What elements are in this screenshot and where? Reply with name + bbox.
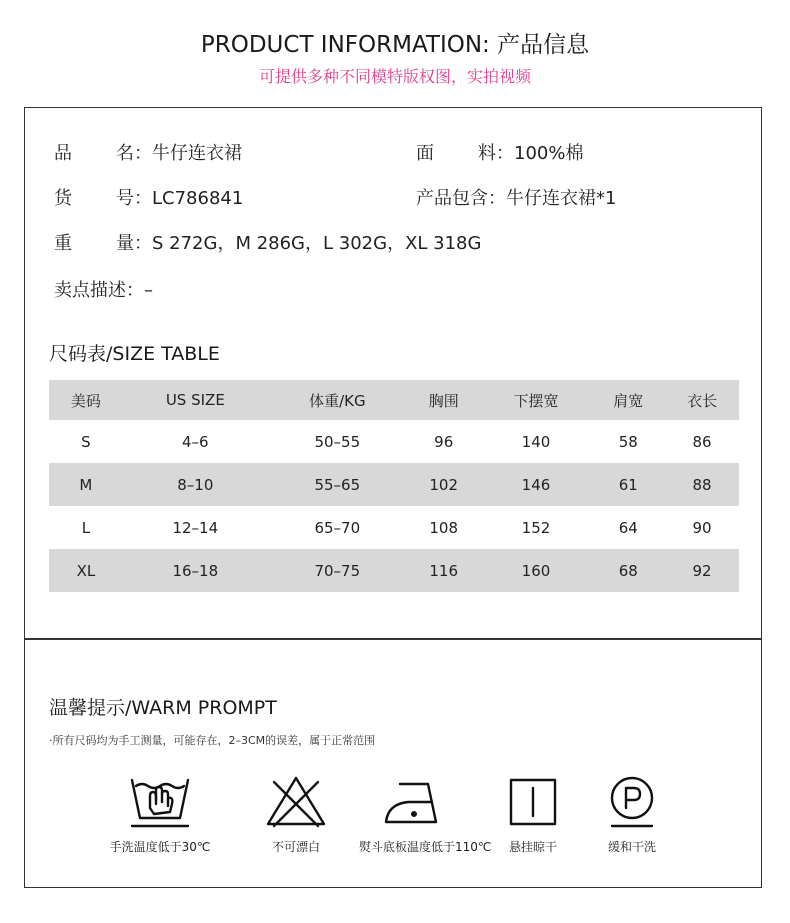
- info-weight-label-b: 量：: [116, 233, 152, 254]
- info-weight-value: S 272G，M 286G，L 302G，XL 318G: [152, 233, 482, 254]
- no-bleach-icon: [264, 774, 328, 830]
- info-sku-label-a: 货: [54, 188, 72, 209]
- info-name-label-a: 品: [54, 143, 72, 164]
- info-sku-value: LC786841: [152, 188, 244, 209]
- size-table-header-row: [49, 380, 739, 420]
- table-cell: 160: [481, 549, 592, 592]
- table-cell: 58: [618, 432, 638, 451]
- size-table-header: 体重/KG: [268, 380, 407, 420]
- table-cell: M: [49, 463, 123, 506]
- page-title: PRODUCT INFORMATION: 产品信息: [200, 32, 590, 58]
- size-table-header: 美码: [49, 380, 123, 420]
- table-cell: 152: [521, 518, 551, 537]
- table-cell: 88: [665, 463, 739, 506]
- table-cell: 61: [591, 463, 665, 506]
- table-cell: 64: [618, 518, 638, 537]
- size-table-header: 衣长: [665, 380, 739, 420]
- table-cell: 96: [434, 432, 454, 451]
- table-cell: 50–55: [314, 432, 361, 451]
- info-weight-label-a: 重: [54, 233, 72, 254]
- table-cell: 86: [692, 432, 712, 451]
- care-label: 缓和干洗: [607, 840, 656, 854]
- care-label: 不可漂白: [271, 840, 320, 854]
- warm-prompt-note: ·所有尺码均为手工测量，可能存在，2–3CM的误差，属于正常范围: [49, 734, 376, 747]
- info-material-label-b: 料：: [478, 143, 514, 164]
- table-cell: 16–18: [123, 549, 268, 592]
- warm-prompt-title: 温馨提示/WARM PROMPT: [49, 697, 277, 719]
- info-material-value: 100%棉: [514, 143, 584, 164]
- page-subtitle: 可提供多种不同模特版权图，实拍视频: [258, 67, 531, 86]
- table-cell: 55–65: [268, 463, 407, 506]
- table-row: [49, 506, 739, 549]
- info-sku-row: [54, 184, 243, 210]
- table-cell: 102: [407, 463, 481, 506]
- size-table-header: 胸围: [407, 380, 481, 420]
- info-sku-label-b: 号：: [116, 188, 152, 209]
- iron-icon: [382, 774, 446, 830]
- table-cell: 92: [665, 549, 739, 592]
- care-label: 悬挂晾干: [508, 840, 557, 854]
- table-cell: S: [81, 432, 91, 451]
- table-cell: 140: [521, 432, 551, 451]
- table-cell: 4–6: [182, 432, 209, 451]
- care-item-dry-clean: [577, 774, 687, 855]
- info-includes-value: 牛仔连衣裙*1: [506, 188, 617, 209]
- table-cell: 12–14: [172, 518, 219, 537]
- hang-dry-icon: [501, 774, 565, 830]
- size-table-header: US SIZE: [123, 380, 268, 420]
- care-label: 手洗温度低于30℃: [109, 840, 211, 854]
- size-table: [49, 380, 739, 592]
- info-selling-row: [54, 276, 153, 302]
- info-material-row: [416, 139, 583, 165]
- info-weight-row: [54, 229, 481, 255]
- info-selling-value: –: [144, 280, 153, 301]
- size-table-title: 尺码表/SIZE TABLE: [49, 343, 220, 365]
- info-material-label-a: 面: [416, 143, 434, 164]
- info-name-label-b: 名：: [116, 143, 152, 164]
- table-cell: XL: [49, 549, 123, 592]
- care-item-hang-dry: [478, 774, 588, 855]
- info-name-row: [54, 139, 242, 165]
- care-label: 熨斗底板温度低于110℃: [359, 840, 492, 854]
- care-item-iron: [359, 774, 492, 855]
- care-item-no-bleach: [241, 774, 351, 855]
- hand-wash-icon: [128, 774, 192, 830]
- table-cell: L: [81, 518, 91, 537]
- info-name-value: 牛仔连衣裙: [152, 143, 242, 164]
- table-cell: 90: [692, 518, 712, 537]
- info-includes-label: 产品包含：: [416, 188, 506, 209]
- size-table-header: 肩宽: [591, 380, 665, 420]
- table-cell: 65–70: [314, 518, 361, 537]
- table-cell: 116: [407, 549, 481, 592]
- info-includes-row: [416, 184, 616, 210]
- table-cell: 68: [591, 549, 665, 592]
- size-table-header: 下摆宽: [481, 380, 592, 420]
- table-cell: 108: [429, 518, 459, 537]
- care-item-hand-wash: [105, 774, 215, 855]
- info-selling-label: 卖点描述：: [54, 280, 144, 301]
- table-row: [49, 463, 739, 506]
- table-cell: 70–75: [268, 549, 407, 592]
- table-cell: 8–10: [123, 463, 268, 506]
- table-row: [49, 549, 739, 592]
- dry-clean-icon: [600, 774, 664, 830]
- table-cell: 146: [481, 463, 592, 506]
- table-row: [49, 420, 739, 463]
